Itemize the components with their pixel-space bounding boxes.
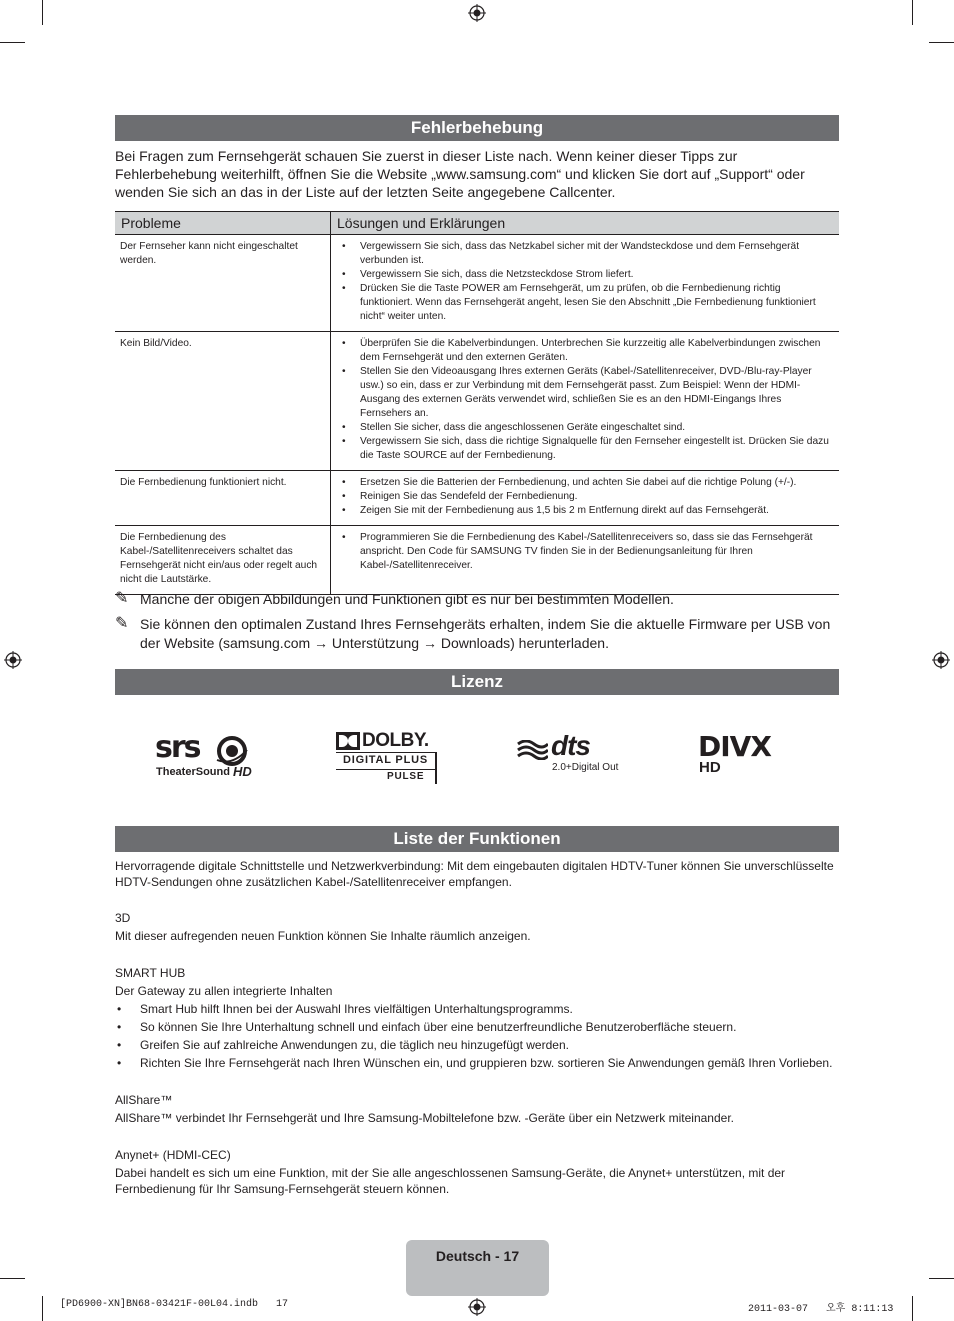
problem-cell: Die Fernbedienung funktioniert nicht.: [115, 471, 331, 526]
column-header-problems: Probleme: [115, 212, 331, 235]
divx-hd-logo: [698, 730, 798, 778]
crop-mark: [42, 0, 43, 25]
list-item: • Vergewissern Sie sich, dass das Netzkabel sicher mit der Wandsteckdose und dem Fernsehgerät verbunden ist.: [336, 240, 834, 268]
solutions-cell: [331, 471, 840, 526]
list-item: • Smart Hub hilft Ihnen bei der Auswahl Ihres vielfältigen Unterhaltungsprogramms.: [115, 1001, 843, 1017]
pencil-note-icon: ✎: [115, 590, 129, 607]
page-number: Deutsch - 17: [406, 1240, 549, 1296]
srs-theatersound-logo: [155, 730, 260, 782]
list-item: • Greifen Sie auf zahlreiche Anwendungen zu, die täglich neu hinzugefügt werden.: [115, 1037, 843, 1053]
note-text: Sie können den optimalen Zustand Ihres Fernsehgeräts erhalten, indem Sie die aktuelle Firmware per USB von der Website (samsung.com → Unterstützung → Downloads) herunterladen.: [140, 616, 831, 651]
srs-theatersound-text: TheaterSound: [156, 766, 230, 778]
crop-mark: [0, 1278, 25, 1279]
troubleshooting-table: [115, 211, 839, 595]
solutions-cell: [331, 235, 840, 332]
dts-wave-icon: [516, 740, 548, 760]
list-item: • Ersetzen Sie die Batterien der Fernbedienung, und achten Sie dabei auf die richtige Polung (+/-).: [336, 476, 834, 490]
srs-hd-text: HD: [233, 764, 252, 779]
list-item: • Überprüfen Sie die Kabelverbindungen. Unterbrechen Sie kurzzeitig alle Kabelverbindungen zwischen dem Fernsehgerät und den externen Geräten.: [336, 337, 834, 365]
crop-mark: [929, 1278, 954, 1279]
troubleshooting-intro: Bei Fragen zum Fernsehgerät schauen Sie zuerst in dieser Liste nach. Wenn keiner dieser Tipps zur Fehlerbehebung weiterhilft, öffnen Sie die Website „www.samsung.com“ und klicken Sie dort auf „Support“ oder wenden Sie sich an das in der Liste auf der letzten Seite angegebene Callcenter.: [115, 148, 805, 200]
divx-logo-text: DIVX: [698, 730, 771, 763]
divider: [336, 752, 436, 753]
dolby-double-d-icon: [336, 732, 360, 750]
registration-mark-icon: [4, 651, 22, 669]
section-heading-troubleshooting: Fehlerbehebung: [115, 115, 839, 141]
feature-anynet: [115, 1147, 843, 1197]
dolby-digital-plus-logo: [336, 732, 438, 784]
table-header-row: [115, 212, 839, 235]
feature-smart-hub: [115, 965, 843, 1071]
list-item: • Zeigen Sie mit der Fernbedienung aus 1,5 bis 2 m Entfernung direkt auf das Fernsehgerät.: [336, 504, 834, 518]
solutions-cell: [331, 332, 840, 471]
list-item: • Richten Sie Ihre Fernsehgerät nach Ihren Wünschen ein, und gruppieren bzw. sortieren Sie Anwendungen gemäß Ihren Vorlieben.: [115, 1055, 843, 1071]
print-date-info: 2011-03-07 오후 8:11:13: [748, 1304, 894, 1315]
feature-title: SMART HUB: [115, 966, 186, 980]
crop-mark: [0, 42, 25, 43]
feature-allshare: [115, 1092, 843, 1126]
crop-mark: [929, 42, 954, 43]
feature-title: Anynet+ (HDMI-CEC): [115, 1148, 231, 1162]
crop-mark: [912, 1296, 913, 1321]
divx-hd-text: HD: [699, 759, 721, 776]
table-row: [115, 235, 839, 332]
crop-mark: [912, 0, 913, 25]
registration-mark-icon: [468, 4, 486, 22]
feature-text: Dabei handelt es sich um eine Funktion, mit der Sie alle angeschlossenen Samsung-Geräte, die Anynet+ unterstützen, mit der Fernbedienung für Ihr Samsung-Fernsehgerät steuern können.: [115, 1166, 786, 1196]
srs-logo-text: srs: [155, 730, 200, 765]
problem-cell: Der Fernseher kann nicht eingeschaltet werden.: [115, 235, 331, 332]
column-header-solutions: Lösungen und Erklärungen: [331, 212, 840, 235]
print-file-info: [PD6900-XN]BN68-03421F-00L04.indb 17: [60, 1299, 289, 1310]
table-row: [115, 332, 839, 471]
problem-cell: Kein Bild/Video.: [115, 332, 331, 471]
dolby-pulse-text: PULSE: [387, 771, 425, 782]
pencil-note-icon: ✎: [115, 615, 129, 632]
registration-mark-icon: [468, 1298, 486, 1316]
list-item: • Stellen Sie sicher, dass die angeschlossenen Geräte eingeschaltet sind.: [336, 421, 834, 435]
list-item: • So können Sie Ihre Unterhaltung schnell und einfach über eine benutzerfreundliche Benutzeroberfläche steuern.: [115, 1019, 843, 1035]
srs-circle-icon: [215, 736, 249, 766]
note-text: Manche der obigen Abbildungen und Funktionen gibt es nur bei bestimmten Modellen.: [140, 591, 674, 607]
table-row: [115, 526, 839, 595]
dts-sub-text: 2.0+Digital Out: [552, 762, 619, 773]
list-item: • Reinigen Sie das Sendefeld der Fernbedienung.: [336, 490, 834, 504]
note: [115, 615, 839, 653]
feature-title: 3D: [115, 911, 131, 925]
registration-mark-icon: [932, 651, 950, 669]
list-item: • Vergewissern Sie sich, dass die Netzsteckdose Strom liefert.: [336, 268, 834, 282]
features-intro: Hervorragende digitale Schnittstelle und Netzwerkverbindung: Mit dem eingebauten digitalen HDTV-Tuner können Sie unverschlüsselte HDTV-Sendungen ohne zusätzlichen Kabel-/Satellitenreceiver empfangen.: [115, 859, 834, 889]
list-item: • Stellen Sie den Videoausgang Ihres externen Geräts (Kabel-/Satellitenreceiver, DVD-/Blu-ray-Player usw.) so ein, dass er zur Verbindung mit dem Fernsehgerät passt. Zum Beispiel: Wenn der HDMI-Ausgang des externen Geräts verwendet wird, schließen Sie es an den HDMI-Eingangs Ihres Fernsehers an.: [336, 365, 834, 421]
table-row: [115, 471, 839, 526]
feature-text: Der Gateway zu allen integrierte Inhalten: [115, 984, 333, 998]
divider: [435, 752, 437, 784]
note: [115, 590, 839, 609]
dolby-logo-text: DOLBY.: [362, 730, 429, 751]
dts-logo: [516, 730, 620, 776]
list-item: • Programmieren Sie die Fernbedienung des Kabel-/Satellitenreceivers so, dass sie das Fernsehgerät anspricht. Den Code für SAMSUNG TV finden Sie in der Bedienungsanleitung für Ihren Kabel-/Satellitenreceiver.: [336, 531, 834, 573]
feature-text: Mit dieser aufregenden neuen Funktion können Sie Inhalte räumlich anzeigen.: [115, 929, 531, 943]
feature-3d: [115, 910, 843, 944]
divider: [336, 769, 436, 770]
dts-logo-text: dts: [551, 730, 590, 761]
section-heading-features: Liste der Funktionen: [115, 826, 839, 852]
crop-mark: [42, 1296, 43, 1321]
problem-cell: Die Fernbedienung des Kabel-/Satellitenreceivers schaltet das Fernsehgerät nicht ein/aus oder regelt auch nicht die Lautstärke.: [115, 526, 331, 595]
solutions-cell: [331, 526, 840, 595]
section-heading-license: Lizenz: [115, 669, 839, 695]
list-item: • Drücken Sie die Taste POWER am Fernsehgerät, um zu prüfen, ob die Fernbedienung richtig funktioniert. Wenn das Fernsehgerät angeht, lesen Sie den Abschnitt „Die Fernbedienung funktioniert nicht“ weiter unten.: [336, 282, 834, 324]
dolby-digital-plus-text: DIGITAL PLUS: [343, 754, 428, 766]
feature-title: AllShare™: [115, 1093, 173, 1107]
list-item: • Vergewissern Sie sich, dass die richtige Signalquelle für den Fernseher eingestellt ist. Drücken Sie dazu die Taste SOURCE auf der Fernbedienung.: [336, 435, 834, 463]
feature-text: AllShare™ verbindet Ihr Fernsehgerät und Ihre Samsung-Mobiltelefone bzw. -Geräte über ein Netzwerk miteinander.: [115, 1111, 734, 1125]
